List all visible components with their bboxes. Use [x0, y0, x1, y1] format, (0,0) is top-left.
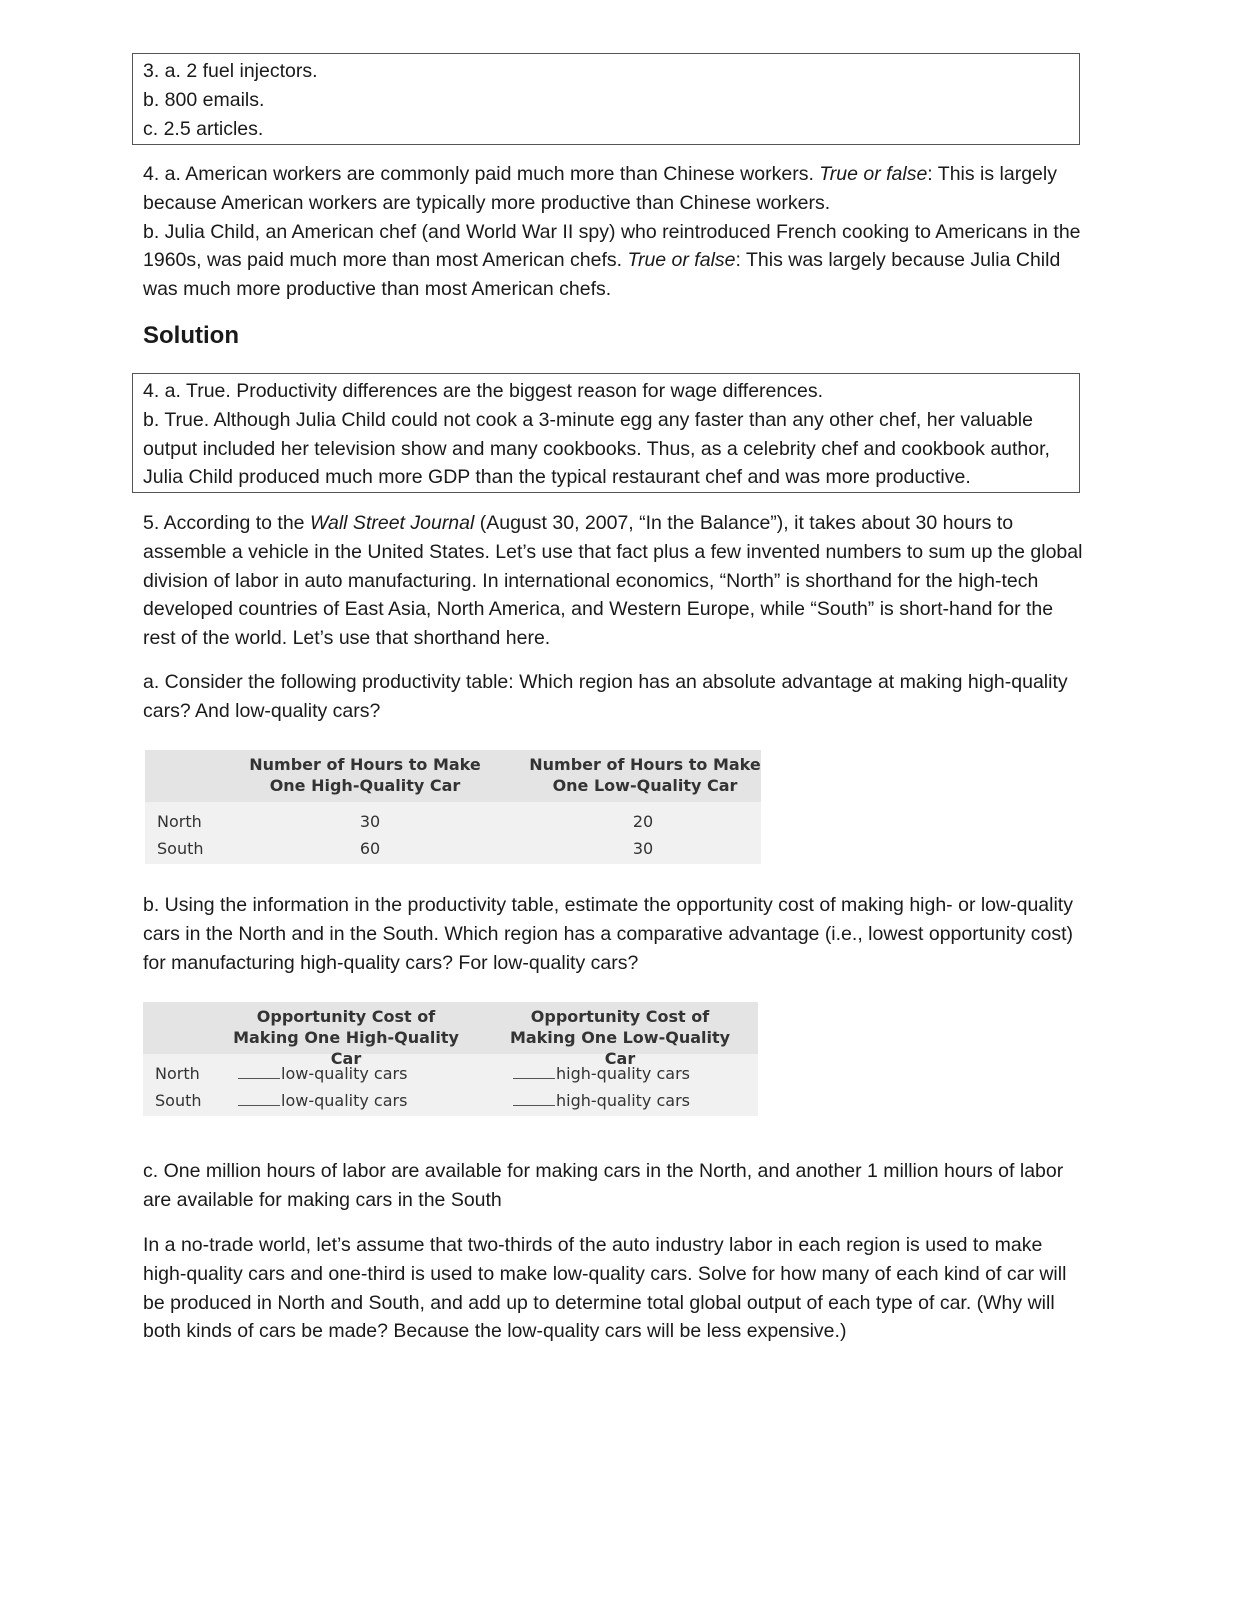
question-5b: b. Using the information in the productivity table, estimate the opportunity cost of making high- or low-quality cars in the North and in the South. Which region has a comparative advantage (i.e., lowest opportunity cost) for manufacturing high-quality cars? For low-quality cars?	[143, 894, 1074, 974]
question-5c: c. One million hours of labor are available for making cars in the North, and another 1 million hours of labor are available for making cars in the South	[143, 1160, 1064, 1211]
table-cell: 60	[359, 839, 381, 858]
table-cell	[513, 1088, 690, 1114]
row-label-south: South	[155, 1091, 202, 1110]
question-4a-true-false: True or false	[819, 163, 928, 185]
table-cell	[513, 1061, 690, 1087]
question-4b	[143, 218, 1083, 304]
question-4b-text: b. Julia Child, an American chef (and World War II spy) who reintroduced French cooking to Americans in the 1960s, was paid much more than most American chefs.	[143, 220, 1081, 272]
solution-4b: b. True. Although Julia Child could not cook a 3-minute egg any faster than any other chef, her valuable output included her television show and many cookbooks. Thus, as a celebrity chef and cookbook author, Julia Child produced much more GDP than the typical restaurant chef and was more productive.	[143, 408, 1050, 489]
table-cell: 30	[359, 812, 381, 831]
header-line: Opportunity Cost of	[530, 1007, 710, 1026]
header-line: Opportunity Cost of	[256, 1007, 436, 1026]
answer-blank	[238, 1063, 280, 1079]
table-cell: 20	[632, 812, 654, 831]
answer-blank	[513, 1090, 555, 1106]
answer-3b: b. 800 emails.	[143, 88, 265, 111]
question-4a-text: 4. a. American workers are commonly paid much more than Chinese workers.	[143, 163, 820, 185]
header-line: Making One High-Quality Car	[233, 1028, 459, 1068]
solution-heading: Solution	[143, 322, 239, 349]
question-4	[143, 160, 1083, 304]
cell-unit: high-quality cars	[556, 1091, 690, 1110]
cell-unit: low-quality cars	[281, 1064, 408, 1083]
opportunity-cost-table	[143, 1002, 758, 1116]
productivity-col-high-header	[245, 754, 485, 796]
table-cell: 30	[632, 839, 654, 858]
header-line: One High-Quality Car	[269, 776, 461, 795]
row-label-north: North	[157, 812, 202, 831]
cell-unit: high-quality cars	[556, 1064, 690, 1083]
cell-unit: low-quality cars	[281, 1091, 408, 1110]
solution-4a: 4. a. True. Productivity differences are the biggest reason for wage differences.	[143, 380, 823, 402]
question-5a: a. Consider the following productivity table: Which region has an absolute advantage at making high-quality cars? And low-quality cars?	[143, 671, 1068, 722]
header-line: Making One Low-Quality Car	[509, 1028, 731, 1068]
question-5-intro	[143, 509, 1083, 653]
question-5c-no-trade: In a no-trade world, let’s assume that two-thirds of the auto industry labor in each region is used to make high-quality cars and one-third is used to make low-quality cars. Solve for how many of each kind of car will be produced in North and South, and add up to determine total global output of each type of car. (Why will both kinds of cars be made? Because the low-quality cars will be less expensive.)	[143, 1234, 1067, 1343]
header-line: One Low-Quality Car	[552, 776, 738, 795]
question-5-intro-text-end: (August 30, 2007, “In the Balance”), it takes about 30 hours to assemble a vehicle in the United States. Let’s use that fact plus a few invented numbers to sum up the global division of labor in auto manufacturing. In international economics, “North” is shorthand for the high-tech developed countries of East Asia, North America, and Western Europe, while “South” is short-hand for the rest of the world. Let’s use that shorthand here.	[143, 512, 1083, 650]
answer-3c: c. 2.5 articles.	[143, 117, 264, 140]
productivity-col-low-header	[525, 754, 765, 796]
question-4b-true-false: True or false	[627, 249, 736, 272]
question-4a	[143, 160, 1083, 218]
answer-3a: 3. a. 2 fuel injectors.	[143, 60, 318, 82]
header-line: Number of Hours to Make	[249, 755, 481, 774]
answer-blank	[513, 1063, 555, 1079]
productivity-table	[145, 750, 761, 864]
journal-title: Wall Street Journal	[309, 512, 475, 534]
question-4a-text-end: : This is largely because American workers are typically more productive than Chinese workers.	[143, 163, 1057, 214]
opportunity-col-high-header	[221, 1006, 471, 1069]
row-label-south: South	[157, 839, 204, 858]
answer-blank	[238, 1090, 280, 1106]
header-line: Number of Hours to Make	[529, 755, 761, 774]
table-cell	[238, 1061, 407, 1087]
question-5-intro-text: 5. According to the	[143, 512, 310, 534]
answers-3-box	[132, 53, 1080, 145]
question-4b-text-end: : This was largely because Julia Child was much more productive than most American chefs.	[143, 249, 1061, 301]
table-cell	[238, 1088, 407, 1114]
row-label-north: North	[155, 1064, 200, 1083]
opportunity-col-low-header	[495, 1006, 745, 1069]
solution-4-box	[132, 373, 1080, 493]
